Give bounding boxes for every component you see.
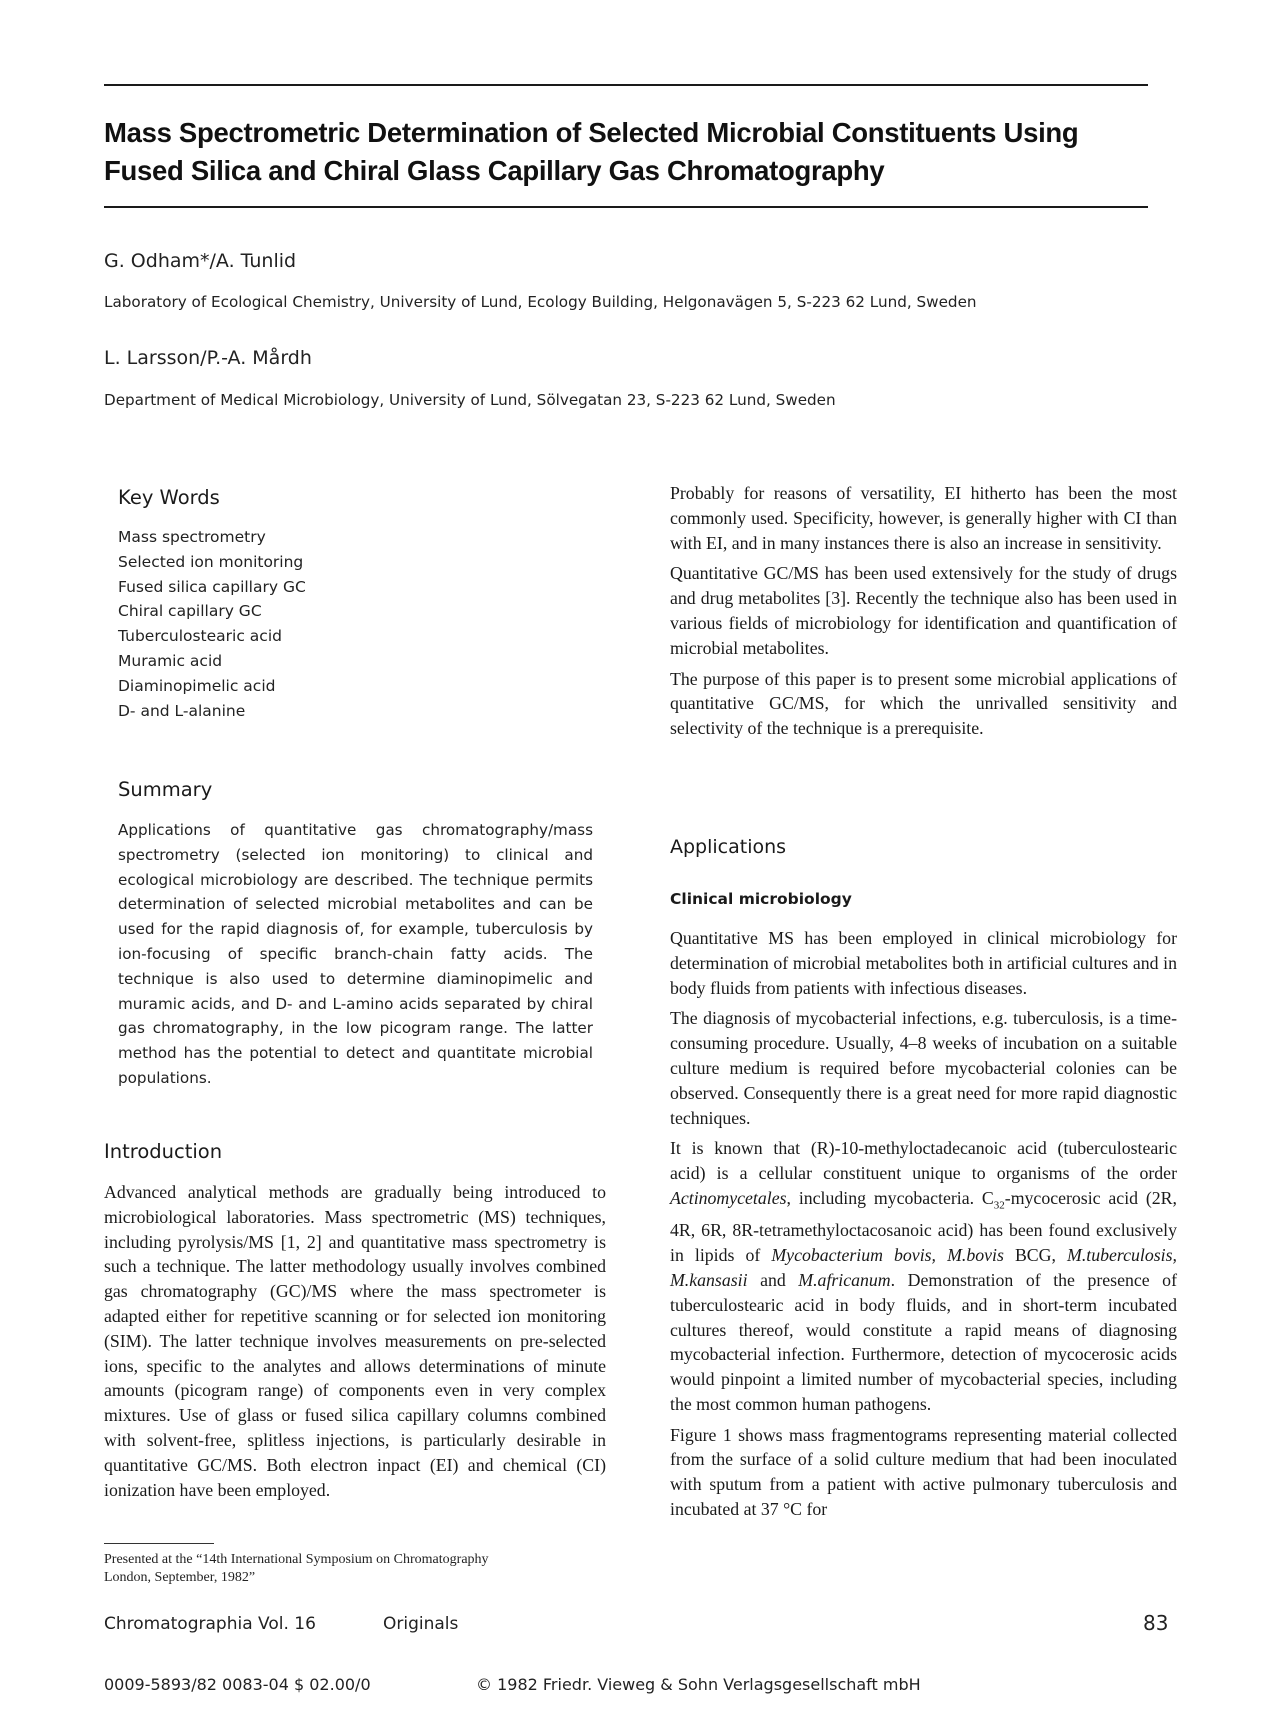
- paragraph: The purpose of this paper is to present some microbial applications of quantitative GC/MS, for which the unrivalled sensitivity and selectivity of the technique is a prerequisite.: [670, 668, 1177, 739]
- italic-term: Mycobacterium bovis, M.bovis: [771, 1245, 1004, 1266]
- introduction-section: [104, 1180, 606, 1502]
- clinical-section: [670, 926, 1177, 1528]
- keyword-item: Muramic acid: [118, 651, 223, 670]
- introduction-text: Advanced analytical methods are gradually being introduced to microbiological laboratories. Mass spectrometric (MS) techniques, including pyrolysis/MS [1, 2] and quantitative mass spectrometry is such a technique. The latter methodology usually involves combined gas chromatography (GC)/MS where the mass spectrometer is adapted either for repetitive scanning or for selected ion monitoring (SIM). The latter technique involves measurements on pre-selected ions, specific to the analytes and allows determinations of minute amounts (picogram range) of components even in very complex mixtures. Use of glass or fused silica capillary columns combined with solvent-free, splitless injections, is particularly desirable in quantitative GC/MS. Both electron inpact (EI) and chemical (CI) ionization have been employed.: [104, 1182, 606, 1500]
- keyword-item: Mass spectrometry: [118, 528, 266, 546]
- applications-heading-wrap: [670, 836, 1177, 858]
- keywords-heading: Key Words: [118, 486, 220, 509]
- introduction-heading-wrap: [104, 1140, 606, 1163]
- keyword-item: Diaminopimelic acid: [118, 676, 276, 695]
- paragraph: The diagnosis of mycobacterial infections, e.g. tuberculosis, is a time-consuming procedure. Usually, 4–8 weeks of incubation on a suitable culture medium is required before mycobacterial colonies can be observed. Consequently there is a great need for more rapid diagnostic techniques.: [670, 1008, 1177, 1128]
- italic-term: M.tuberculosis, M.kansasii: [670, 1245, 1177, 1290]
- title-line-2: Fused Silica and Chiral Glass Capillary Gas Chromatography: [104, 155, 885, 186]
- footnote-rule: [104, 1543, 214, 1544]
- italic-term: M.africanum: [798, 1269, 891, 1290]
- section-name: Originals: [383, 1614, 459, 1634]
- text-run: . Demonstration of the presence of tuberculostearic acid in body fluids, and in short-term incubated cultures thereof, would constitute a rapid means of diagnosing mycobacterial infection. Furthermore, detection of mycocerosic acids would pinpoint a limited number of mycobacterial species, including the most common human pathogens.: [670, 1269, 1177, 1414]
- text-run: -mycocerosic acid (2R, 4R, 6R, 8R-tetramethyloctacosanoic acid) has been found exclusively in lipids of: [670, 1187, 1177, 1266]
- paragraph: Probably for reasons of versatility, EI hitherto has been the most commonly used. Specificity, however, is generally higher with CI than with EI, and in many instances there is also an increase in sensitivity.: [670, 483, 1177, 553]
- subscript: 32: [993, 1199, 1005, 1212]
- paragraph: Figure 1 shows mass fragmentograms representing material collected from the surface of a solid culture medium that had been inoculated with sputum from a patient with active pulmonary tuberculosis and incubated at 37 °C for: [670, 1424, 1177, 1520]
- footnote-line-2: London, September, 1982”: [104, 1570, 256, 1585]
- footnote-line-1: Presented at the “14th International Symposium on Chromatography: [104, 1552, 489, 1567]
- text-run: and: [747, 1269, 799, 1290]
- author-names-1: G. Odham*/A. Tunlid: [104, 250, 297, 272]
- author-affiliation-1: Laboratory of Ecological Chemistry, University of Lund, Ecology Building, Helgonavägen 5, S-223 62 Lund, Sweden: [104, 293, 977, 311]
- issn-code: 0009-5893/82 0083-04 $ 02.00/0: [104, 1675, 371, 1694]
- clinical-heading-wrap: [670, 890, 1177, 908]
- paragraph: Quantitative GC/MS has been used extensively for the study of drugs and drug metabolites [3]. Recently the technique also has been used in various fields of microbiology for identification and quantification of microbial metabolites.: [670, 563, 1177, 658]
- clinical-microbiology-heading: Clinical microbiology: [670, 890, 852, 908]
- keyword-item: Selected ion monitoring: [118, 552, 304, 571]
- paragraph-tuberculostearic: [670, 1136, 1177, 1416]
- text-run: , including mycobacteria. C: [786, 1187, 994, 1208]
- article-title: [104, 114, 1164, 190]
- introduction-heading: Introduction: [104, 1140, 223, 1163]
- summary-text: Applications of quantitative gas chromatography/mass spectrometry (selected ion monitoring) to clinical and ecological microbiology are described. The technique permits determination of selected microbial metabolites and can be used for the rapid diagnosis of, for example, tuberculosis by ion-focusing of specific branch-chain fatty acids. The technique is also used to determine diaminopimelic and muramic acids, and D- and L-amino acids separated by chiral gas chromatography, in the low picogram range. The latter method has the potential to detect and quantitate microbial populations.: [118, 821, 593, 1087]
- applications-heading: Applications: [670, 836, 787, 858]
- text-run: BCG,: [1003, 1245, 1068, 1266]
- author-names-2: L. Larsson/P.-A. Mårdh: [104, 347, 312, 369]
- author-affiliation-2: Department of Medical Microbiology, University of Lund, Sölvegatan 23, S-223 62 Lund, Sweden: [104, 391, 836, 409]
- keyword-item: Chiral capillary GC: [118, 602, 262, 621]
- title-top-rule: [104, 84, 1148, 86]
- title-line-1: Mass Spectrometric Determination of Selected Microbial Constituents Using: [104, 117, 1079, 148]
- keyword-item: Fused silica capillary GC: [118, 577, 306, 596]
- journal-name: Chromatographia Vol. 16: [104, 1614, 316, 1634]
- paragraph: Quantitative MS has been employed in clinical microbiology for determination of microbial metabolites both in artificial cultures and in body fluids from patients with infectious diseases.: [670, 928, 1177, 998]
- right-column: [670, 481, 1177, 747]
- italic-term: Actinomycetales: [670, 1187, 787, 1208]
- summary-section: [118, 818, 593, 1091]
- summary-heading-wrap: [118, 778, 518, 801]
- copyright-notice: © 1982 Friedr. Vieweg & Sohn Verlagsgesellschaft mbH: [476, 1675, 921, 1694]
- page-number: 83: [1143, 1611, 1169, 1635]
- summary-heading: Summary: [118, 778, 213, 801]
- keyword-item: Tuberculostearic acid: [118, 627, 282, 646]
- title-bottom-rule: [104, 206, 1148, 208]
- text-run: It is known that (R)-10-methyloctadecanoic acid (tuberculostearic acid) is a cellular constituent unique to organisms of the order: [670, 1138, 1177, 1184]
- keywords-section: [118, 486, 518, 723]
- footnote: [104, 1551, 624, 1587]
- keywords-list: [118, 525, 518, 723]
- keyword-item: D- and L-alanine: [118, 701, 246, 720]
